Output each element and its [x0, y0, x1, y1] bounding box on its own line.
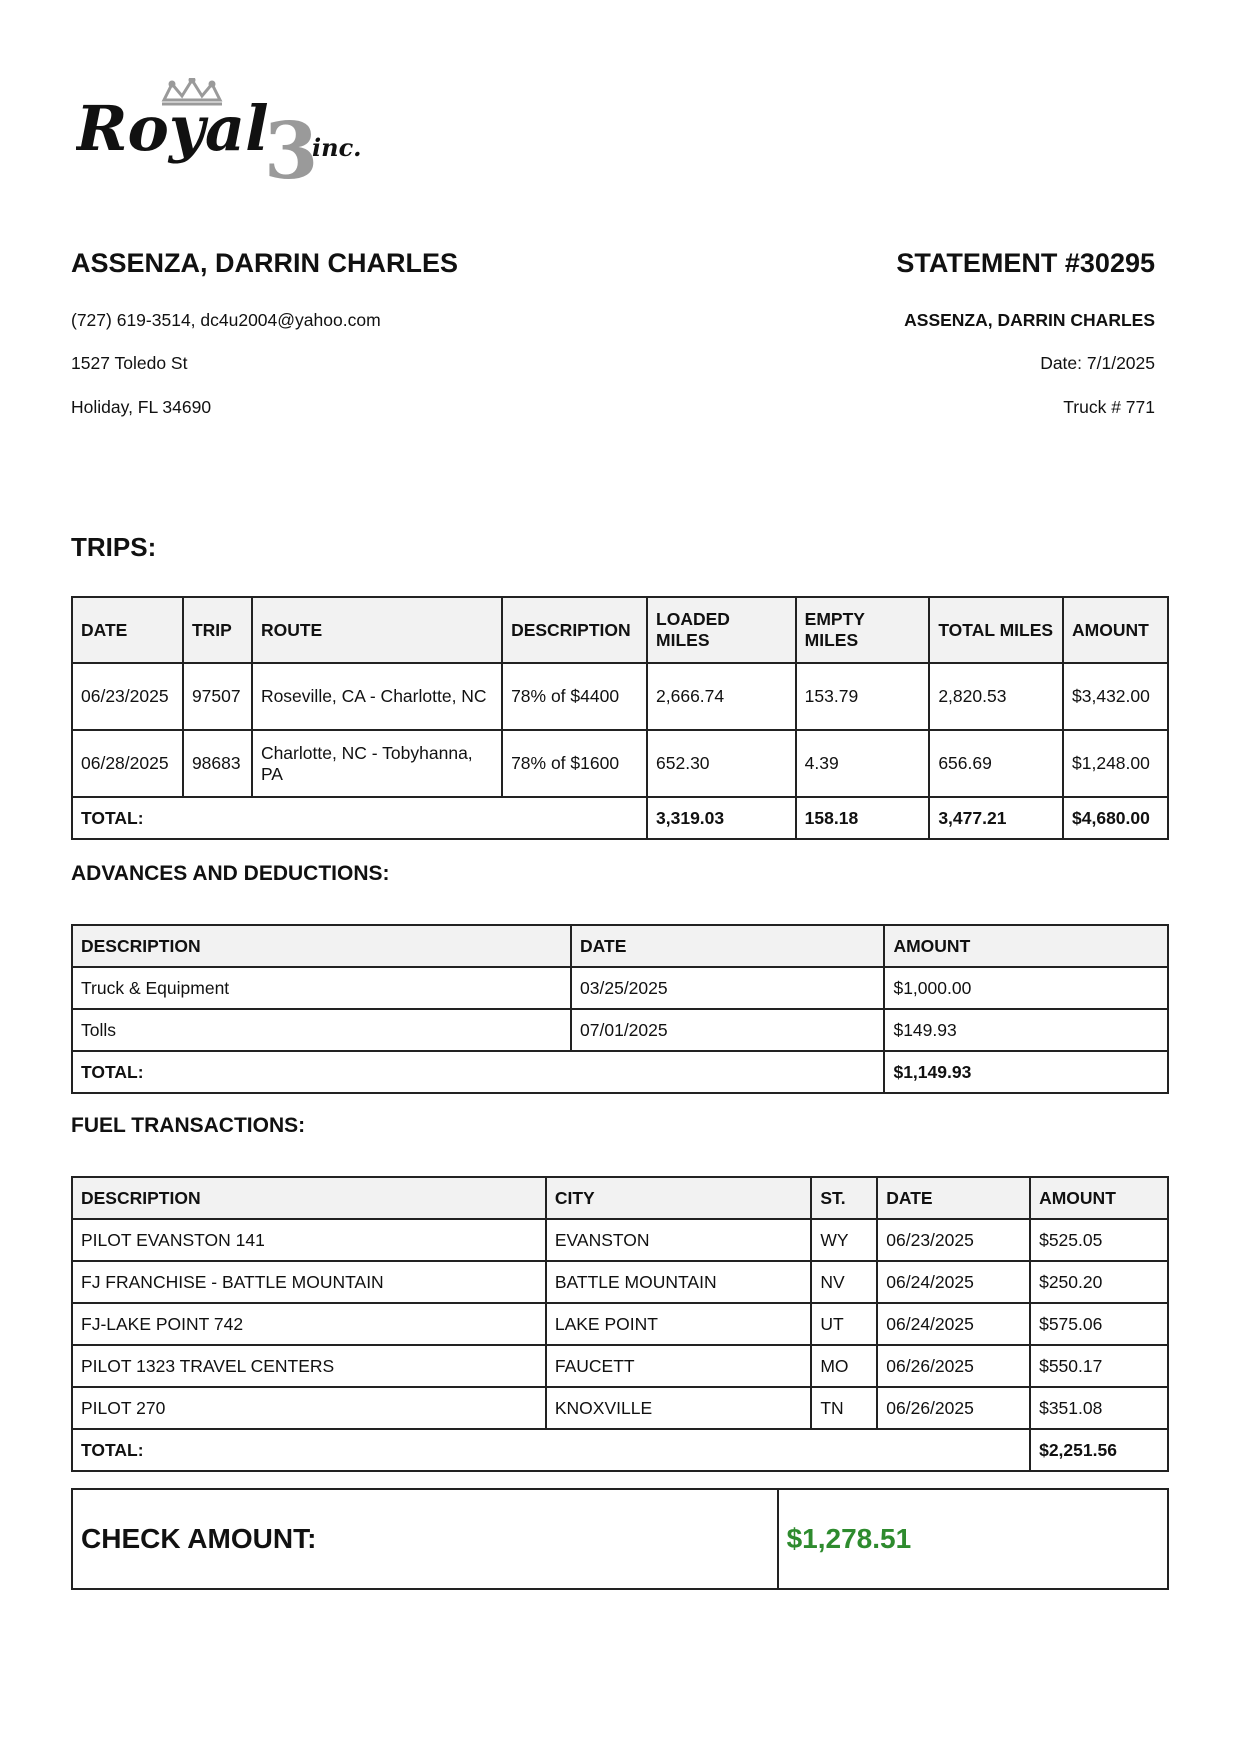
trips-header-row [72, 597, 1168, 663]
fuel-date: 06/24/2025 [877, 1261, 1030, 1303]
trips-total-amount: $4,680.00 [1063, 797, 1168, 839]
fuel-date: 06/23/2025 [877, 1219, 1030, 1261]
trip-total-miles: 656.69 [929, 730, 1063, 797]
col-route: ROUTE [252, 597, 502, 663]
fuel-total-row [72, 1429, 1168, 1471]
trip-total-miles: 2,820.53 [929, 663, 1063, 730]
fuel-date: 06/26/2025 [877, 1387, 1030, 1429]
advance-description: Tolls [72, 1009, 571, 1051]
advances-total-label: TOTAL: [72, 1051, 884, 1093]
fuel-city: FAUCETT [546, 1345, 811, 1387]
trips-total-miles: 3,477.21 [929, 797, 1063, 839]
col-date: DATE [72, 597, 183, 663]
table-row [72, 730, 1168, 797]
trip-amount: $3,432.00 [1063, 663, 1168, 730]
col-city: CITY [546, 1177, 811, 1219]
statement-name: ASSENZA, DARRIN CHARLES [904, 310, 1155, 330]
table-row [72, 1009, 1168, 1051]
trip-empty-miles: 4.39 [796, 730, 930, 797]
col-date: DATE [877, 1177, 1030, 1219]
fuel-date: 06/26/2025 [877, 1345, 1030, 1387]
advance-amount: $1,000.00 [884, 967, 1168, 1009]
company-logo [76, 78, 386, 190]
advance-date: 03/25/2025 [571, 967, 884, 1009]
logo-numeral: 3 [264, 106, 319, 190]
trip-number: 97507 [183, 663, 252, 730]
trip-loaded-miles: 2,666.74 [647, 663, 796, 730]
trip-route: Charlotte, NC - Tobyhanna, PA [252, 730, 502, 797]
fuel-state: UT [811, 1303, 877, 1345]
col-amount: AMOUNT [1030, 1177, 1168, 1219]
driver-contact: (727) 619-3514, dc4u2004@yahoo.com [71, 310, 381, 330]
logo-suffix: inc. [312, 133, 362, 162]
trips-total-loaded: 3,319.03 [647, 797, 796, 839]
table-row [72, 1303, 1168, 1345]
fuel-state: MO [811, 1345, 877, 1387]
trips-table [71, 596, 1169, 840]
fuel-state: WY [811, 1219, 877, 1261]
trip-number: 98683 [183, 730, 252, 797]
fuel-state: NV [811, 1261, 877, 1303]
trips-heading: TRIPS: [71, 532, 157, 562]
col-total-miles: TOTAL MILES [929, 597, 1063, 663]
table-row [72, 1219, 1168, 1261]
driver-name: ASSENZA, DARRIN CHARLES [71, 248, 459, 278]
advance-date: 07/01/2025 [571, 1009, 884, 1051]
fuel-state: TN [811, 1387, 877, 1429]
fuel-amount: $351.08 [1030, 1387, 1168, 1429]
col-amount: AMOUNT [884, 925, 1168, 967]
table-row [72, 663, 1168, 730]
col-loaded-miles: LOADED MILES [647, 597, 796, 663]
check-amount-box [71, 1488, 1169, 1590]
col-empty-miles: EMPTY MILES [796, 597, 930, 663]
table-row [72, 967, 1168, 1009]
driver-street: 1527 Toledo St [71, 353, 188, 373]
truck-number: Truck # 771 [1063, 397, 1155, 417]
col-description: DESCRIPTION [72, 1177, 546, 1219]
fuel-amount: $550.17 [1030, 1345, 1168, 1387]
fuel-header-row [72, 1177, 1168, 1219]
driver-city: Holiday, FL 34690 [71, 397, 212, 417]
table-row [72, 1387, 1168, 1429]
advances-table [71, 924, 1169, 1094]
fuel-amount: $575.06 [1030, 1303, 1168, 1345]
advances-heading: ADVANCES AND DEDUCTIONS: [71, 862, 390, 885]
trip-date: 06/28/2025 [72, 730, 183, 797]
col-description: DESCRIPTION [502, 597, 647, 663]
trip-description: 78% of $4400 [502, 663, 647, 730]
col-trip: TRIP [183, 597, 252, 663]
advances-total-row [72, 1051, 1168, 1093]
trip-empty-miles: 153.79 [796, 663, 930, 730]
trip-description: 78% of $1600 [502, 730, 647, 797]
advance-description: Truck & Equipment [72, 967, 571, 1009]
fuel-description: FJ FRANCHISE - BATTLE MOUNTAIN [72, 1261, 546, 1303]
fuel-city: BATTLE MOUNTAIN [546, 1261, 811, 1303]
statement-number: STATEMENT #30295 [896, 248, 1155, 278]
trips-total-label: TOTAL: [72, 797, 647, 839]
trip-amount: $1,248.00 [1063, 730, 1168, 797]
advance-amount: $149.93 [884, 1009, 1168, 1051]
trip-loaded-miles: 652.30 [647, 730, 796, 797]
check-amount-value: $1,278.51 [778, 1489, 1168, 1589]
fuel-table [71, 1176, 1169, 1472]
table-row [72, 1261, 1168, 1303]
trips-total-empty: 158.18 [796, 797, 930, 839]
trips-total-row [72, 797, 1168, 839]
statement-date: Date: 7/1/2025 [1040, 353, 1155, 373]
fuel-heading: FUEL TRANSACTIONS: [71, 1114, 306, 1137]
fuel-amount: $525.05 [1030, 1219, 1168, 1261]
table-row [72, 1345, 1168, 1387]
col-amount: AMOUNT [1063, 597, 1168, 663]
fuel-city: EVANSTON [546, 1219, 811, 1261]
fuel-description: FJ-LAKE POINT 742 [72, 1303, 546, 1345]
fuel-total-amount: $2,251.56 [1030, 1429, 1168, 1471]
advances-header-row [72, 925, 1168, 967]
fuel-amount: $250.20 [1030, 1261, 1168, 1303]
advances-total-amount: $1,149.93 [884, 1051, 1168, 1093]
fuel-city: KNOXVILLE [546, 1387, 811, 1429]
col-description: DESCRIPTION [72, 925, 571, 967]
col-state: ST. [811, 1177, 877, 1219]
fuel-description: PILOT 1323 TRAVEL CENTERS [72, 1345, 546, 1387]
fuel-date: 06/24/2025 [877, 1303, 1030, 1345]
fuel-total-label: TOTAL: [72, 1429, 1030, 1471]
col-date: DATE [571, 925, 884, 967]
logo-word: Royal [76, 92, 269, 165]
trip-date: 06/23/2025 [72, 663, 183, 730]
trip-route: Roseville, CA - Charlotte, NC [252, 663, 502, 730]
fuel-description: PILOT 270 [72, 1387, 546, 1429]
fuel-description: PILOT EVANSTON 141 [72, 1219, 546, 1261]
check-amount-label: CHECK AMOUNT: [72, 1489, 778, 1589]
fuel-city: LAKE POINT [546, 1303, 811, 1345]
